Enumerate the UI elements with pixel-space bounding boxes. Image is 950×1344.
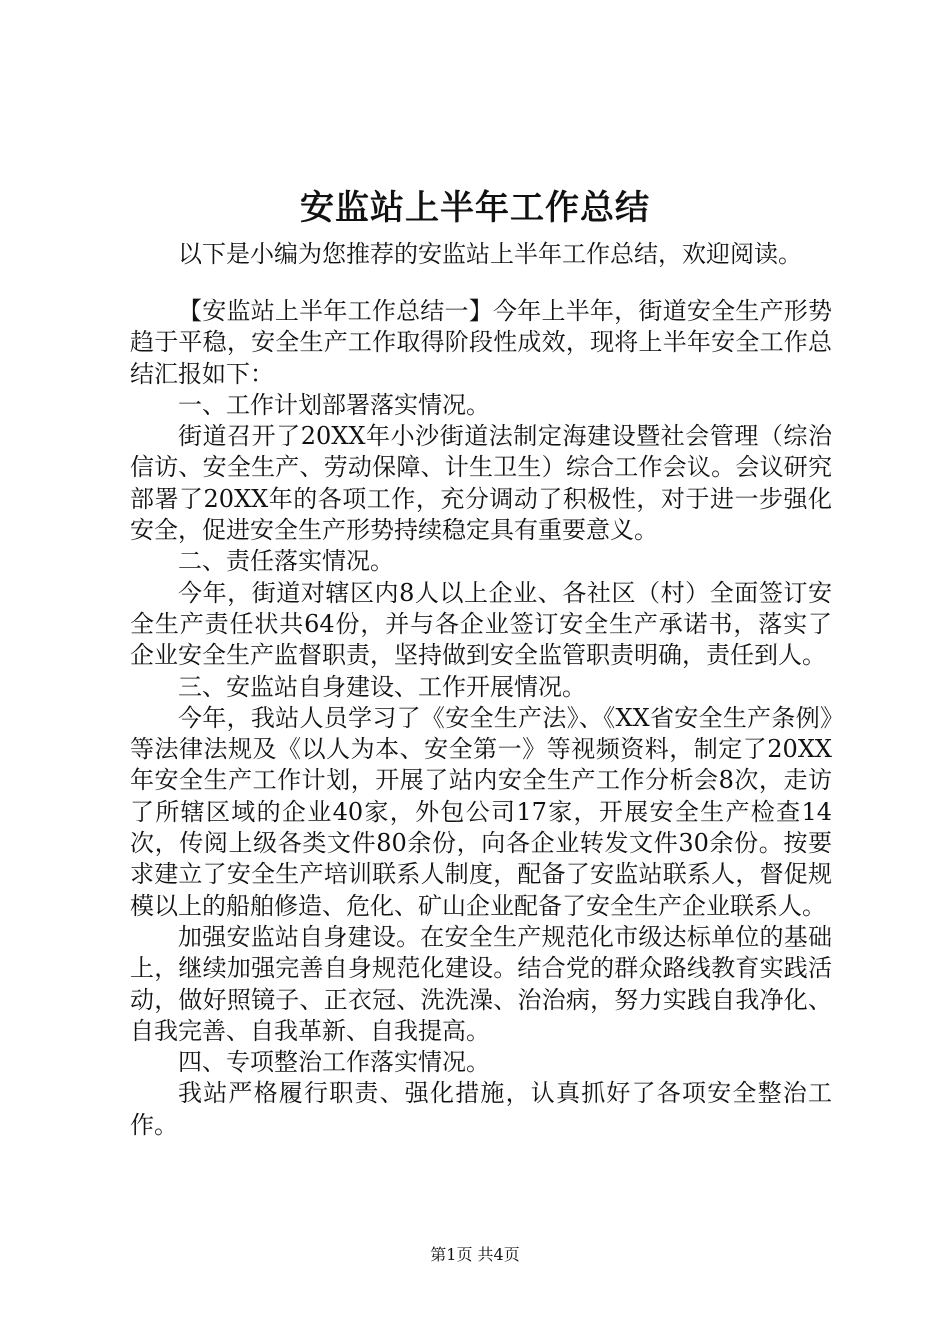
- body-paragraph: 我站严格履行职责、强化措施，认真抓好了各项安全整治工作。: [130, 1079, 832, 1139]
- document-title: 安监站上半年工作总结: [300, 188, 650, 228]
- section-heading: 一、工作计划部署落实情况。: [178, 390, 490, 419]
- section-heading: 四、专项整治工作落实情况。: [178, 1048, 490, 1077]
- section-heading: 二、责任落实情况。: [178, 547, 394, 576]
- document-body: [130, 296, 832, 1141]
- intro-paragraph: 以下是小编为您推荐的安监站上半年工作总结，欢迎阅读。: [178, 240, 802, 268]
- section-heading: 三、安监站自身建设、工作开展情况。: [178, 672, 586, 701]
- body-paragraph: 加强安监站自身建设。在安全生产规范化市级达标单位的基础上，继续加强完善自身规范化建设。结合党的群众路线教育实践活动，做好照镜子、正衣冠、洗洗澡、治治病，努力实践自我净化、自我完善、自我革新、自我提高。: [130, 922, 832, 1045]
- body-paragraph: 街道召开了20XX年小沙街道法制定海建设暨社会管理（综治信访、安全生产、劳动保障、计生卫生）综合工作会议。会议研究部署了20XX年的各项工作，充分调动了积极性，对于进一步强化安全，促进安全生产形势持续稳定具有重要意义。: [130, 422, 832, 545]
- body-paragraph: 今年，我站人员学习了《安全生产法》、《XX省安全生产条例》等法律法规及《以人为本、安全第一》等视频资料，制定了20XX年安全生产工作计划，开展了站内安全生产工作分析会8次，走访了所辖区域的企业40家，外包公司17家，开展安全生产检查14次，传阅上级各类文件80余份，向各企业转发文件30余份。按要求建立了安全生产培训联系人制度，配备了安监站联系人，督促规模以上的船舶修造、危化、矿山企业配备了安全生产企业联系人。: [130, 703, 832, 920]
- body-paragraph: 【安监站上半年工作总结一】今年上半年，街道安全生产形势趋于平稳，安全生产工作取得阶段性成效，现将上半年安全工作总结汇报如下：: [130, 297, 832, 388]
- body-paragraph: 今年，街道对辖区内8人以上企业、各社区（村）全面签订安全生产责任状共64份，并与各企业签订安全生产承诺书，落实了企业安全生产监督职责，坚持做到安全监管职责明确，责任到人。: [130, 578, 832, 670]
- page-number-footer: 第1页 共4页: [430, 1245, 520, 1264]
